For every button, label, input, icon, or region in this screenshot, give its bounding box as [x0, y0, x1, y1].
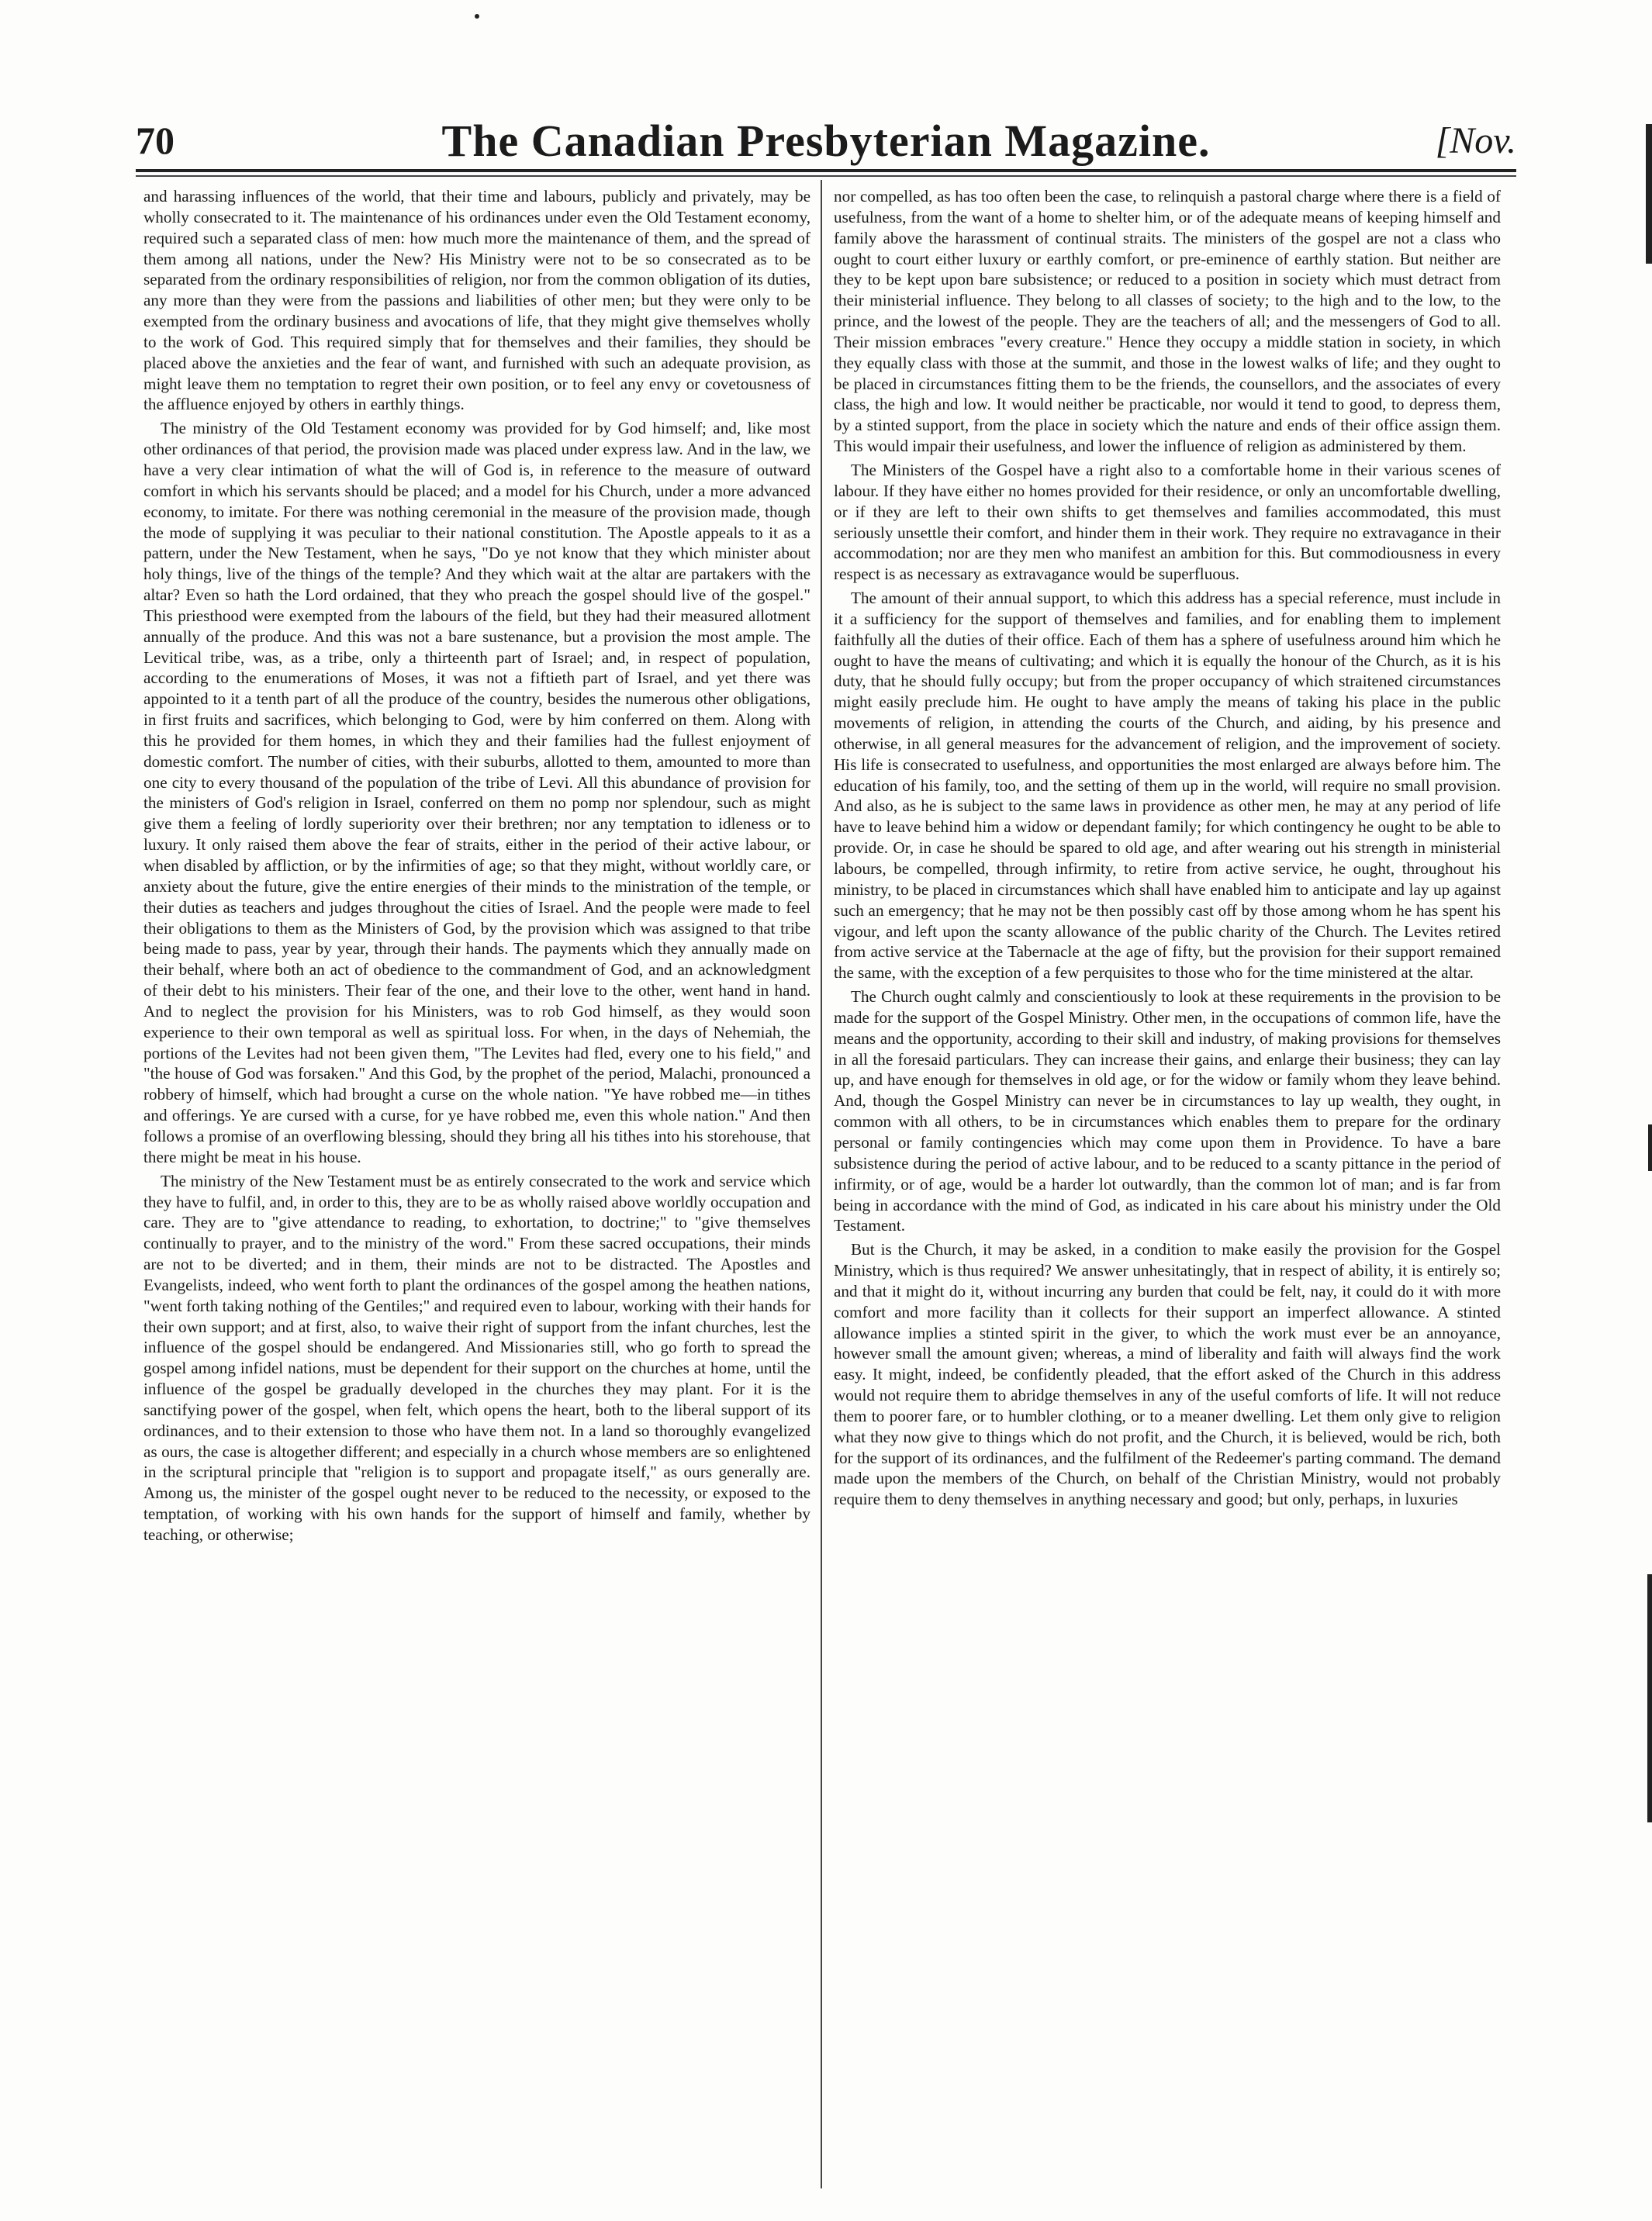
- paragraph: nor compelled, as has too often been the case, to relinquish a pastoral charge where there is a field of usefulness, from the want of a home to shelter him, or of the adequate means of keeping himself and family above the harassment of continual straits. The ministers of the gospel are not a class who ought to court either luxury or earthly comfort, or pre-eminence of earthly station. But neither are they to be kept upon bare subsistence; or reduced to a position in society which must detract from their ministerial influence. They belong to all classes of society; to the high and to the low, to the prince, and the lowest of the people. They are the teachers of all; and the messengers of God to all. Their mission embraces "every creature." Hence they occupy a middle station in society, in which they equally class with those at the summit, and those in the lowest walks of life; and they ought to be placed in circumstances fitting them to be the friends, the counsellors, and the associates of every class, the high and low. It would neither be practicable, nor would it tend to good, to depress them, by a stinted support, from the place in society which the nature and ends of their office assign them. This would impair their usefulness, and lower the influence of religion as administered by them.: [834, 187, 1501, 456]
- paragraph: The ministry of the New Testament must be as entirely consecrated to the work and service which they have to fulfil, and, in order to this, they are to be as wholly raised above worldly occupation and care. They are to "give attendance to reading, to exhortation, to doctrine;" to "give themselves continually to prayer, and to the ministry of the word." From these sacred occupations, their minds are not to be diverted; and in them, their minds are not to be distracted. The Apostles and Evangelists, indeed, who went forth to plant the ordinances of the gospel among the heathen nations, "went forth taking nothing of the Gentiles;" and required even to labour, working with their hands for their own support; and at first, also, to waive their right of support from the infant churches, lest the influence of the gospel should be endangered. And Missionaries still, who go forth to spread the gospel among infidel nations, must be dependent for their support on the churches at home, until the influence of the gospel be gradually developed in the churches they may plant. For it is the sanctifying power of the gospel, when felt, which opens the heart, both to the liberal support of its ordinances, and to their extension to those who have them not. In a land so thoroughly evangelized as ours, the case is altogether different; and especially in a church whose members are so enlightened in the scriptural principle that "religion is to support and propagate itself," as ours generally are. Among us, the minister of the gospel ought never to be reduced to the necessity, or exposed to the temptation, of working with his own hands for the support of himself and family, whether by teaching, or otherwise;: [143, 1171, 810, 1544]
- paragraph: The Church ought calmly and conscientiously to look at these requirements in the provision to be made for the support of the Gospel Ministry. Other men, in the occupations of common life, have the means and the opportunity, according to their skill and industry, of making provisions for themselves in all the foresaid particulars. They can increase their gains, and enlarge their business; they can lay up, and have enough for themselves in old age, or for the widow or family whom they leave behind. And, though the Gospel Ministry can never be in circumstances to lay up wealth, they ought, in common with all others, to be in circumstances which enables them to prepare for the ordinary personal or family contingencies which may come upon them in Providence. To have a bare subsistence during the period of active labour, and to be reduced to a scanty pittance in the period of infirmity, or of age, would be a harder lot outwardly, than the common lot of man; and is far from being in accordance with the mind of God, as indicated in his care about his ministry under the Old Testament.: [834, 987, 1501, 1235]
- page-header: [136, 115, 1516, 175]
- paragraph: The Ministers of the Gospel have a right also to a comfortable home in their various scenes of labour. If they have either no homes provided for their residence, or only an uncomfortable dwelling, or if they are left to their own shifts to get themselves and families accommodated, this must seriously unsettle their comfort, and hinder them in their work. They require no extravagance in their accommodation; nor are they men who manifest an ambition for this. But commodiousness in every respect is as necessary as extravagance would be superfluous.: [834, 460, 1501, 584]
- column-divider: [821, 180, 822, 2188]
- header-rule: [136, 169, 1516, 177]
- paragraph: The ministry of the Old Testament economy was provided for by God himself; and, like most other ordinances of that period, the provision made was placed under express law. And in the law, we have a very clear intimation of what the will of God is, in reference to the measure of outward comfort in which his servants should be placed; and a model for his Church, under a more advanced economy, to imitate. For there was nothing ceremonial in the measure of the provision made, though the mode of supplying it was peculiar to their national constitution. The Apostle appeals to it as a pattern, under the New Testament, when he says, "Do ye not know that they which minister about holy things, live of the things of the temple? And they which wait at the altar are partakers with the altar? Even so hath the Lord ordained, that they who preach the gospel should live of the gospel." This priesthood were exempted from the labours of the field, but they had their measured allotment annually of the produce. And this was not a bare sustenance, but a provision the most ample. The Levitical tribe, was, as a tribe, only a thirteenth part of Israel; and, in respect of population, according to the enumerations of Moses, it was not a fiftieth part of Israel, and yet there was appointed to it a tenth part of all the produce of the country, besides the numerous other obligations, in first fruits and sacrifices, which belonging to God, were by him conferred on them. Along with this he provided for them homes, in which they and their families had the fullest enjoyment of domestic comfort. The number of cities, with their suburbs, allotted to them, amounted to more than one city to every thousand of the population of the tribe of Levi. All this abundance of provision for the ministers of God's religion in Israel, conferred on them no pomp nor splendour, such as might give them a feeling of lordly superiority over their brethren; nor any temptation to idleness or to luxury. It only raised them above the fear of straits, either in the period of their active labour, or when disabled by affliction, or by the infirmities of age; so that they might, without worldly care, or anxiety about the future, give the entire energies of their minds to the ministration of the temple, or their duties as teachers and judges throughout the cities of Israel. And the people were made to feel their obligations to them as the Ministers of God, by the provision which was assigned to that tribe being made to pass, year by year, through their hands. The payments which they annually made on their behalf, where both an act of obedience to the commandment of God, and an acknowledgment of their debt to his ministers. Their fear of the one, and their love to the other, went hand in hand. And to neglect the provision for his Ministers, was to rob God himself, as they would soon experience to their own temporal as well as spiritual loss. For when, in the days of Nehemiah, the portions of the Levites had not been given them, "The Levites had fled, every one to his field," and "the house of God was forsaken." And this God, by the prophet of the period, Malachi, pronounced a robbery of himself, which had brought a curse on the whole nation. "Ye have robbed me—in tithes and offerings. Ye are cursed with a curse, for ye have robbed me, even this whole nation." And then follows a promise of an overflowing blessing, should they bring all his tithes into his storehouse, that there might be meat in his house.: [143, 419, 810, 1166]
- scan-edge-mark: [1647, 1574, 1652, 1822]
- scan-edge-mark: [1646, 124, 1652, 264]
- running-title: The Canadian Presbyterian Magazine.: [441, 116, 1211, 166]
- paragraph: The amount of their annual support, to which this address has a special reference, must include in it a sufficiency for the support of themselves and families, and for enabling them to implement faithfully all the duties of their office. Each of them has a sphere of usefulness around him which he ought to have the means of cultivating; and which it is equally the honour of the Church, as it is his duty, that he should fully occupy; but from the proper occupancy of which straitened circumstances might easily preclude him. He ought to have amply the means of taking his place in the public movements of religion, in attending the courts of the Church, and aiding, by his presence and otherwise, in all general measures for the advancement of religion, and the improvement of society. His life is consecrated to usefulness, and opportunities the most enlarged are always before him. The education of his family, too, and the setting of them up in the world, will require no small provision. And also, as he is subject to the same laws in providence as other men, he may at any period of life have to leave behind him a widow or dependant family; for which contingency he ought to be able to provide. Or, in case he should be spared to old age, and after wearing out his strength in ministerial labours, be compelled, through infirmity, to retire from active service, he ought, throughout his ministry, to be placed in circumstances which shall have enabled him to anticipate and lay up against such an emergency; that he may not be then possibly cast off by those among whom he has spent his vigour, and left upon the scanty allowance of the public charity of the Church. The Levites retired from active service at the Tabernacle at the age of fifty, but the provision for their support remained the same, with the exception of a few perquisites to those who for the time ministered at the altar.: [834, 589, 1501, 983]
- left-column: [143, 186, 810, 2187]
- paragraph: and harassing influences of the world, that their time and labours, publicly and privately, may be wholly consecrated to it. The maintenance of his ordinances under even the Old Testament economy, required such a separated class of men: how much more the maintenance of them, and the spread of them among all nations, under the New? His Ministry were not to be so consecrated as to be separated from the ordinary responsibilities of religion, nor from the common obligation of its duties, any more than they were from the passions and liabilities of other men; but they were only to be exempted from the ordinary business and avocations of life, that they might give themselves wholly to the work of God. This required simply that for themselves and their families, they should be placed above the anxieties and the fear of want, and furnished with such an adequate provision, as might leave them no temptation to regret their own position, or to feel any envy or covetousness of the affluence enjoyed by others in earthly things.: [143, 187, 810, 414]
- page-number: 70: [136, 119, 175, 162]
- issue-month: [Nov.: [1435, 120, 1516, 161]
- right-column: [834, 186, 1501, 2187]
- scan-edge-mark: [1648, 1124, 1652, 1171]
- paragraph: But is the Church, it may be asked, in a condition to make easily the provision for the Gospel Ministry, which is thus required? We answer unhesitatingly, that in respect of ability, it is entirely so; and that it might do it, without incurring any burden that could be felt, nay, it could do it with more comfort and more facility than it collects for their support an imperfect allowance. A stinted allowance implies a stinted spirit in the giver, to which the work must ever be an annoyance, however small the amount given; whereas, a mind of liberality and faith will always find the work easy. It might, indeed, be confidently pleaded, that the effort asked of the Church in this address would not require them to abridge themselves in any of the useful comforts of life. It will not reduce them to poorer fare, or to humbler clothing, or to a meaner dwelling. Let them only give to religion what they now give to things which do not profit, and the Church, it is believed, would be rich, both for the support of its ordinances, and the fulfilment of the Redeemer's parting command. The demand made upon the members of the Church, on behalf of the Christian Ministry, would not probably require them to deny themselves in anything necessary and good; but only, perhaps, in luxuries: [834, 1240, 1501, 1509]
- print-speck: [475, 14, 479, 19]
